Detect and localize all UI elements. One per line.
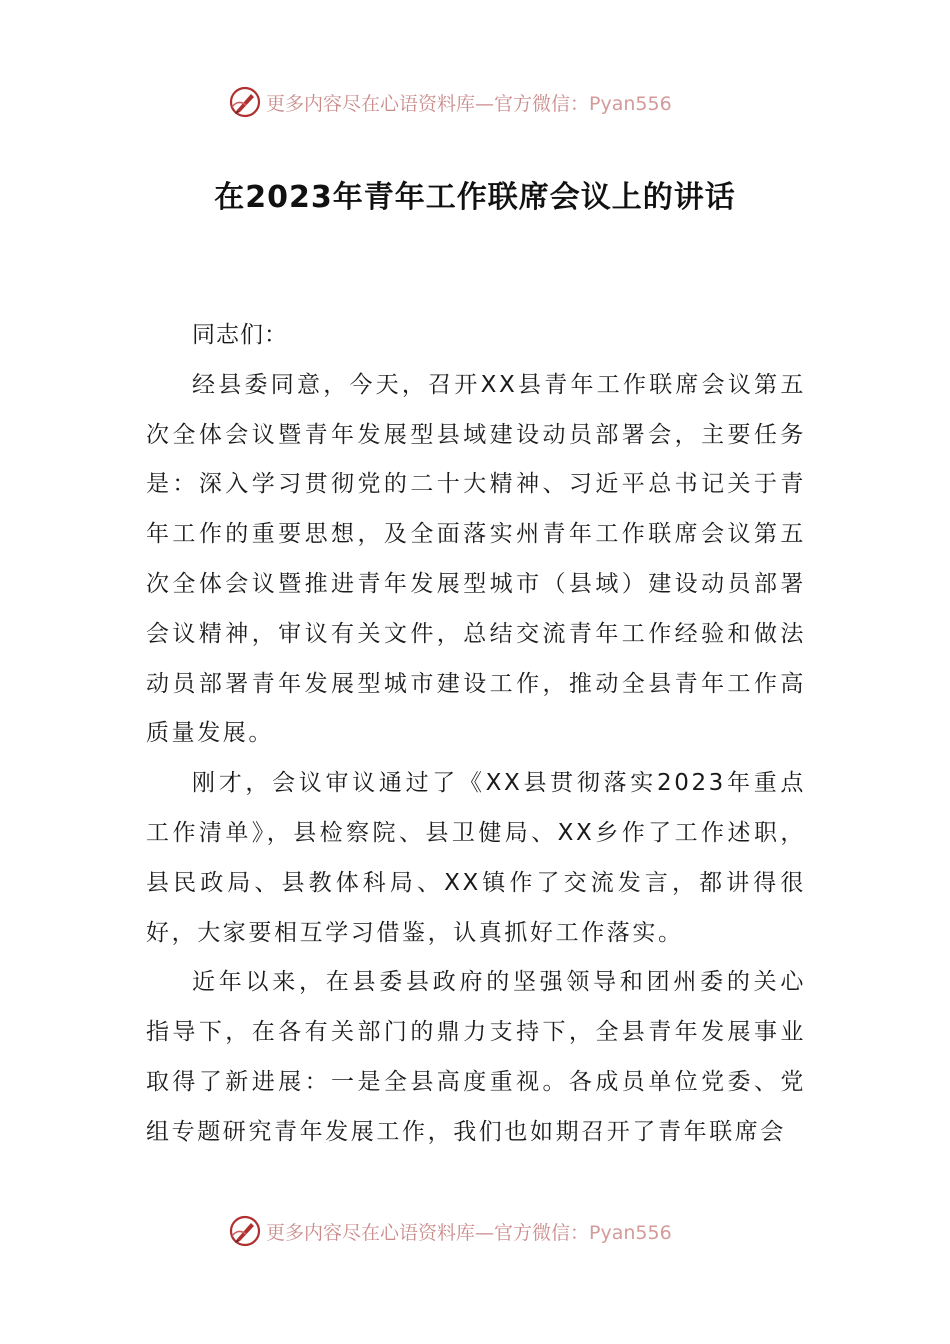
pen-logo-icon (228, 85, 262, 119)
header-watermark (228, 82, 728, 122)
pen-logo-icon (228, 1214, 262, 1248)
footer-watermark (228, 1211, 728, 1251)
document-body (146, 311, 806, 1158)
watermark-text: 更多内容尽在心语资料库—官方微信：Pyan556 (266, 1221, 672, 1244)
paragraph: 经县委同意，今天，召开XX县青年工作联席会议第五次全体会议暨青年发展型县域建设动员部署会，主要任务是：深入学习贯彻党的二十大精神、习近平总书记关于青年工作的重要思想，及全面落实州青年工作联席会议第五次全体会议暨推进青年发展型城市（县域）建设动员部署会议精神，审议有关文件，总结交流青年工作经验和做法动员部署青年发展型城市建设工作，推动全县青年工作高质量发展。 (146, 371, 806, 747)
watermark-text: 更多内容尽在心语资料库—官方微信：Pyan556 (266, 92, 672, 115)
paragraph: 近年以来，在县委县政府的坚强领导和团州委的关心指导下，在各有关部门的鼎力支持下，全县青年发展事业取得了新进展：一是全县高度重视。各成员单位党委、党组专题研究青年发展工作，我们也如期召开了青年联席会 (146, 969, 806, 1145)
paragraph: 刚才，会议审议通过了《XX县贯彻落实2023年重点工作清单》，县检察院、县卫健局、XX乡作了工作述职，县民政局、县教体科局、XX镇作了交流发言，都讲得很好，大家要相互学习借鉴，认真抓好工作落实。 (146, 770, 806, 946)
salutation: 同志们： (192, 322, 288, 348)
document-title: 在2023年青年工作联席会议上的讲话 (214, 180, 736, 215)
